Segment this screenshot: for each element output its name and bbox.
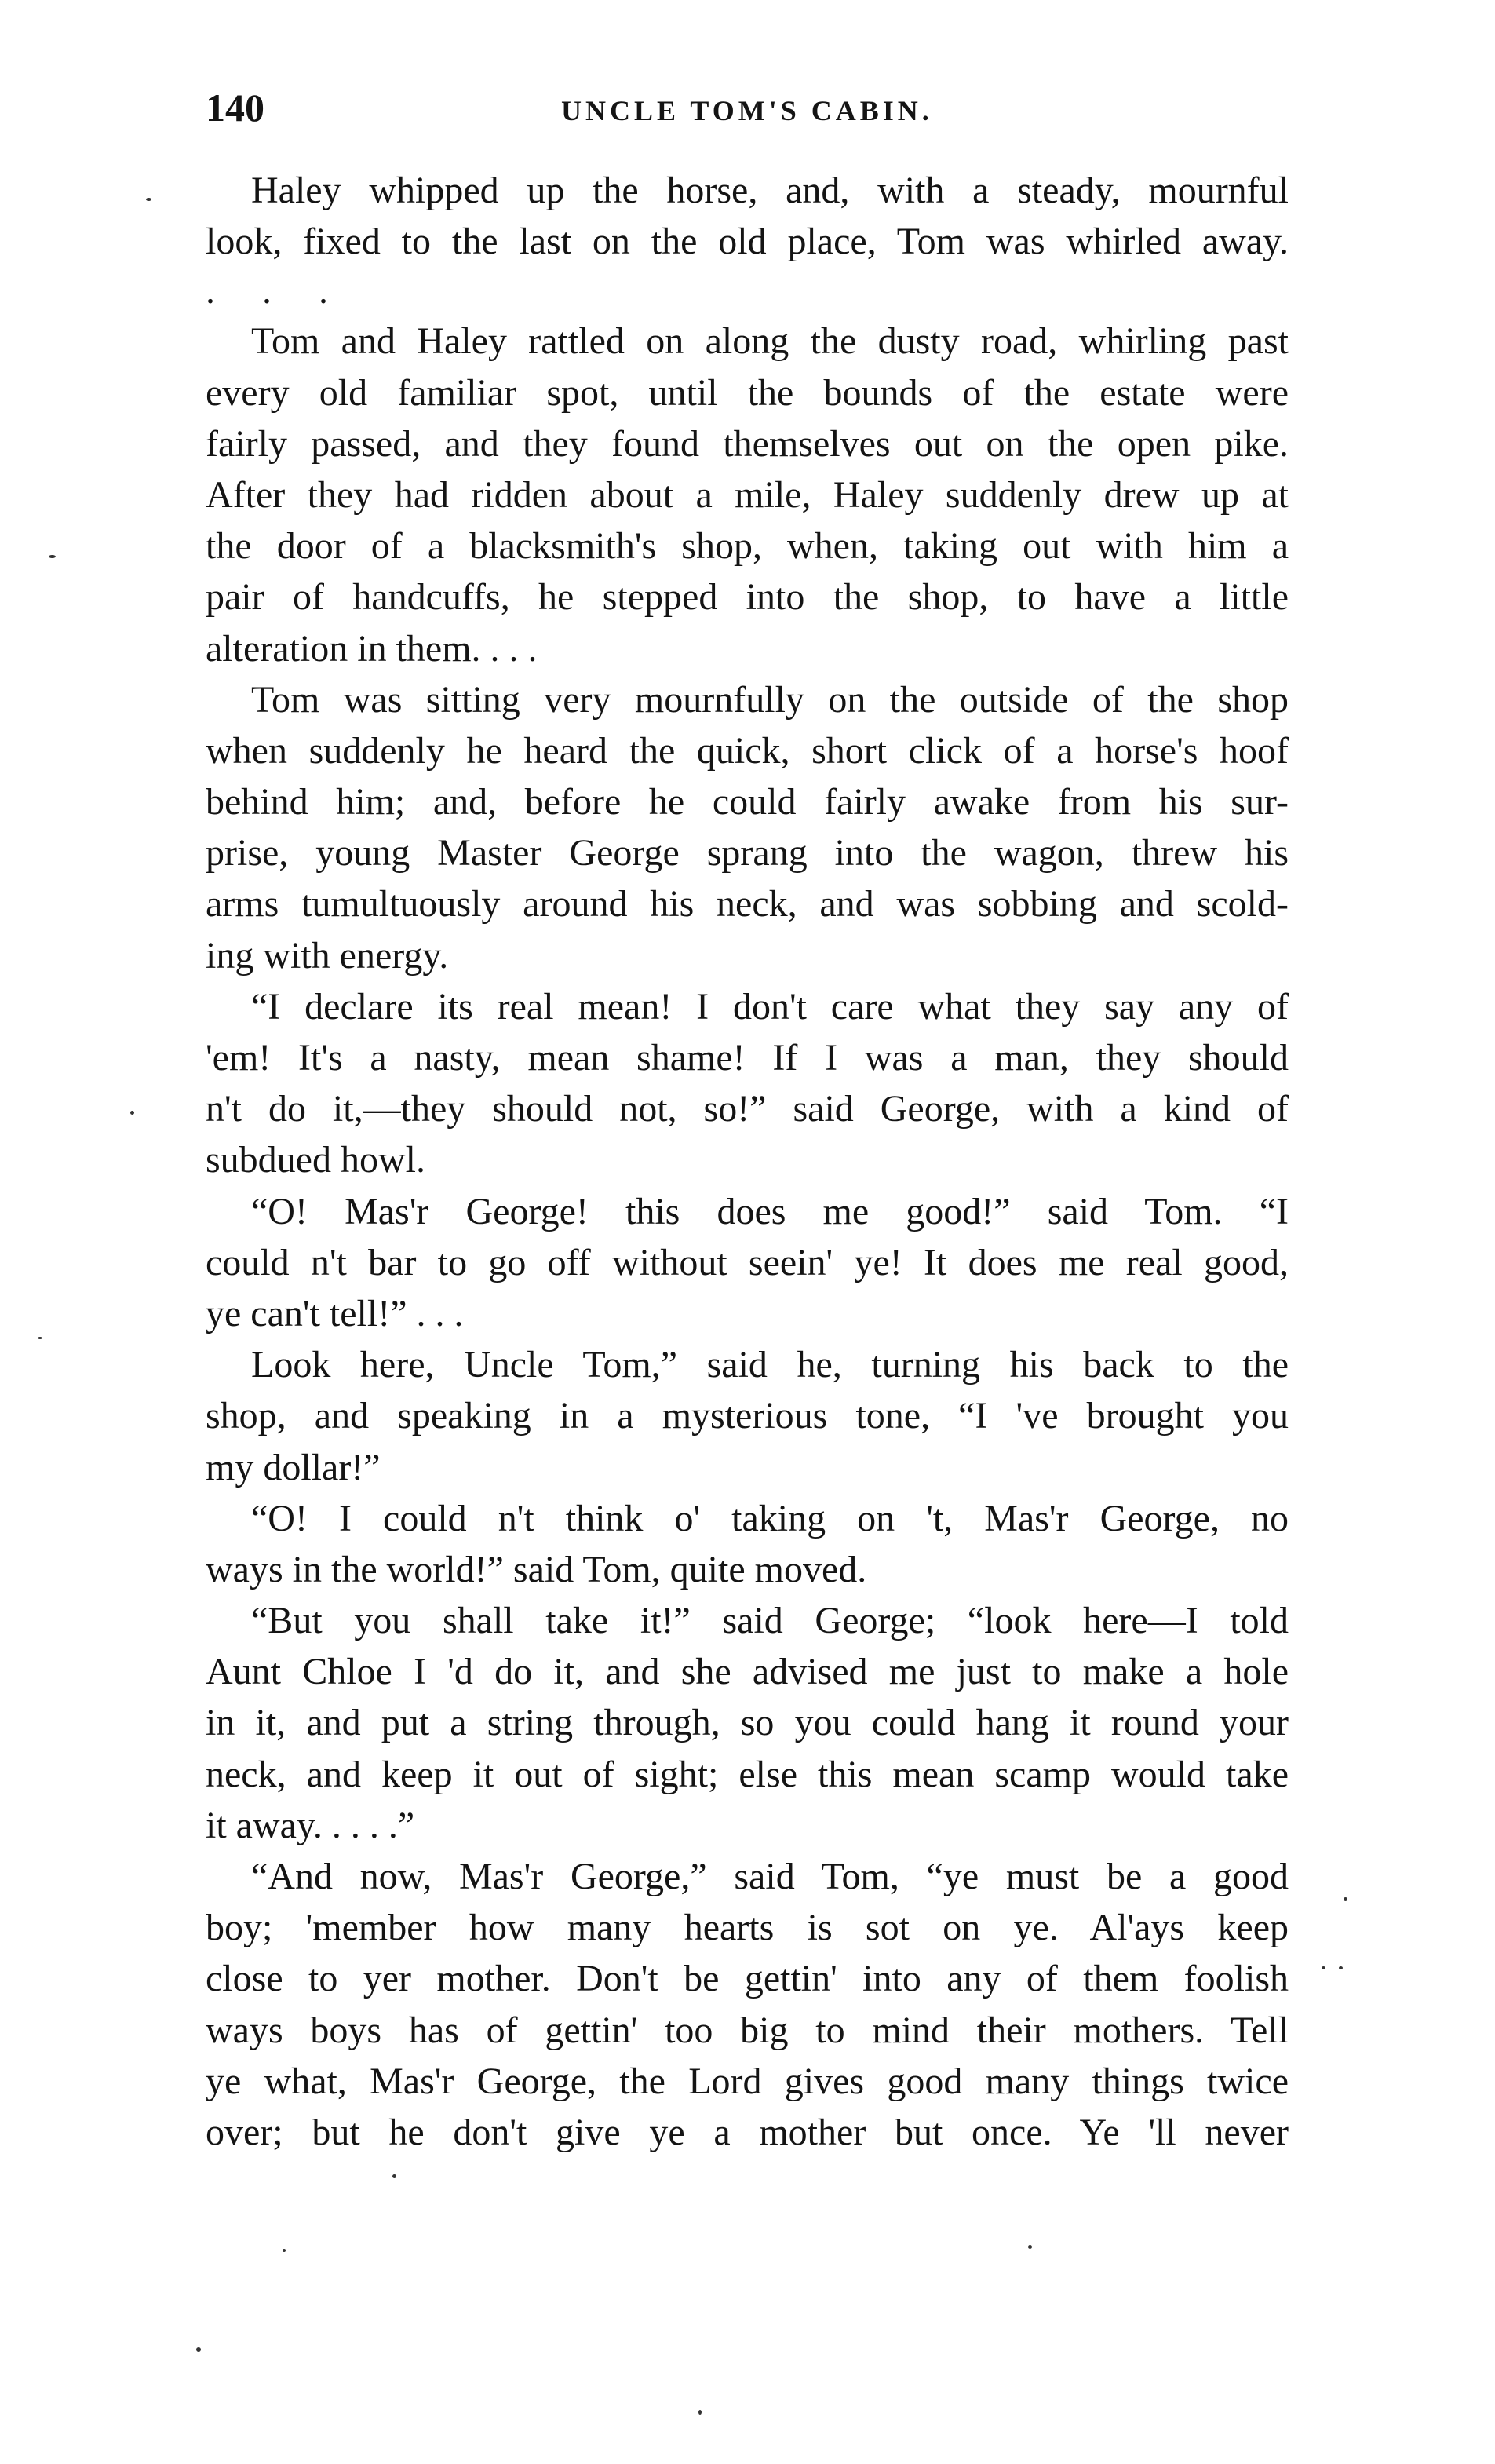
text-line: over; but he don't give ye a mother but once. Ye 'll never <box>206 2111 1289 2153</box>
text-line: “I declare its real mean! I don't care what they say any of <box>251 985 1289 1028</box>
text-line: “O! I could n't think o' taking on 't, Mas'r George, no <box>251 1497 1289 1539</box>
text-line: “But you shall take it!” said George; “look here—I told <box>251 1600 1289 1642</box>
text-line: Haley whipped up the horse, and, with a steady, mournful <box>251 170 1289 211</box>
text-line: boy; 'member how many hearts is sot on ye. Al'ays keep <box>206 1907 1289 1949</box>
margin-speck <box>392 2174 396 2178</box>
text-line: in it, and put a string through, so you could hang it round your <box>206 1702 1289 1744</box>
text-line: when suddenly he heard the quick, short click of a horse's hoof <box>206 729 1289 772</box>
text-line: could n't bar to go off without seein' ye! It does me real good, <box>206 1241 1289 1283</box>
text-line: ing with energy. <box>206 934 449 976</box>
text-line: Look here, Uncle Tom,” said he, turning his back to the <box>251 1344 1289 1386</box>
text-line: neck, and keep it out of sight; else this mean scamp would take <box>206 1753 1289 1795</box>
text-line: shop, and speaking in a mysterious tone, “I 've brought you <box>206 1395 1289 1437</box>
section-break: . . . <box>206 270 347 312</box>
margin-speck <box>1028 2245 1032 2249</box>
text-line: the door of a blacksmith's shop, when, taking out with him a <box>206 525 1289 568</box>
text-line: Tom was sitting very mournfully on the outside of the shop <box>251 678 1289 721</box>
text-line: every old familiar spot, until the bounds of the estate were <box>206 371 1289 414</box>
text-line: 'em! It's a nasty, mean shame! If I was a man, they should <box>206 1037 1289 1079</box>
running-head: UNCLE TOM'S CABIN. <box>561 95 933 126</box>
text-line: “And now, Mas'r George,” said Tom, “ye must be a good <box>251 1856 1289 1897</box>
text-line: alteration in them. . . . <box>206 627 538 670</box>
margin-speck <box>698 2410 702 2415</box>
margin-speck <box>1339 1966 1343 1969</box>
text-line: subdued howl. <box>206 1139 425 1181</box>
text-line: look, fixed to the last on the old place, Tom was whirled away. <box>206 221 1289 263</box>
page-header <box>196 85 1271 140</box>
margin-speck <box>1322 1966 1325 1969</box>
margin-speck <box>130 1111 134 1115</box>
text-line: pair of handcuffs, he stepped into the shop, to have a little <box>206 576 1289 619</box>
text-line: Tom and Haley rattled on along the dusty road, whirling past <box>251 320 1289 363</box>
body-text <box>206 165 1289 2158</box>
text-line: fairly passed, and they found themselves out on the open pike. <box>206 422 1289 465</box>
page-number: 140 <box>206 86 264 130</box>
margin-speck <box>38 1337 42 1339</box>
text-line: “O! Mas'r George! this does me good!” said Tom. “I <box>251 1190 1289 1232</box>
text-line: Aunt Chloe I 'd do it, and she advised me just to make a hole <box>206 1651 1289 1693</box>
text-line: my dollar!” <box>206 1446 381 1488</box>
text-line: ways in the world!” said Tom, quite moved. <box>206 1548 867 1590</box>
text-line: close to yer mother. Don't be gettin' into any of them foolish <box>206 1958 1289 2000</box>
text-line: ye can't tell!” . . . <box>206 1292 464 1334</box>
margin-speck <box>283 2249 286 2252</box>
text-line: prise, young Master George sprang into the wagon, threw his <box>206 832 1289 874</box>
text-line: it away. . . . .” <box>206 1804 415 1846</box>
text-line: After they had ridden about a mile, Haley suddenly drew up at <box>206 473 1289 516</box>
text-line: ye what, Mas'r George, the Lord gives good many things twice <box>206 2060 1289 2102</box>
text-line: n't do it,—they should not, so!” said George, with a kind of <box>206 1088 1289 1130</box>
text-line: ways boys has of gettin' too big to mind their mothers. Tell <box>206 2009 1289 2051</box>
margin-speck <box>1344 1897 1347 1901</box>
margin-speck <box>196 2347 201 2352</box>
text-line: arms tumultuously around his neck, and was sobbing and scold- <box>206 883 1289 925</box>
text-line: behind him; and, before he could fairly awake from his sur- <box>206 781 1289 823</box>
margin-speck <box>146 198 151 201</box>
margin-speck <box>49 555 56 558</box>
